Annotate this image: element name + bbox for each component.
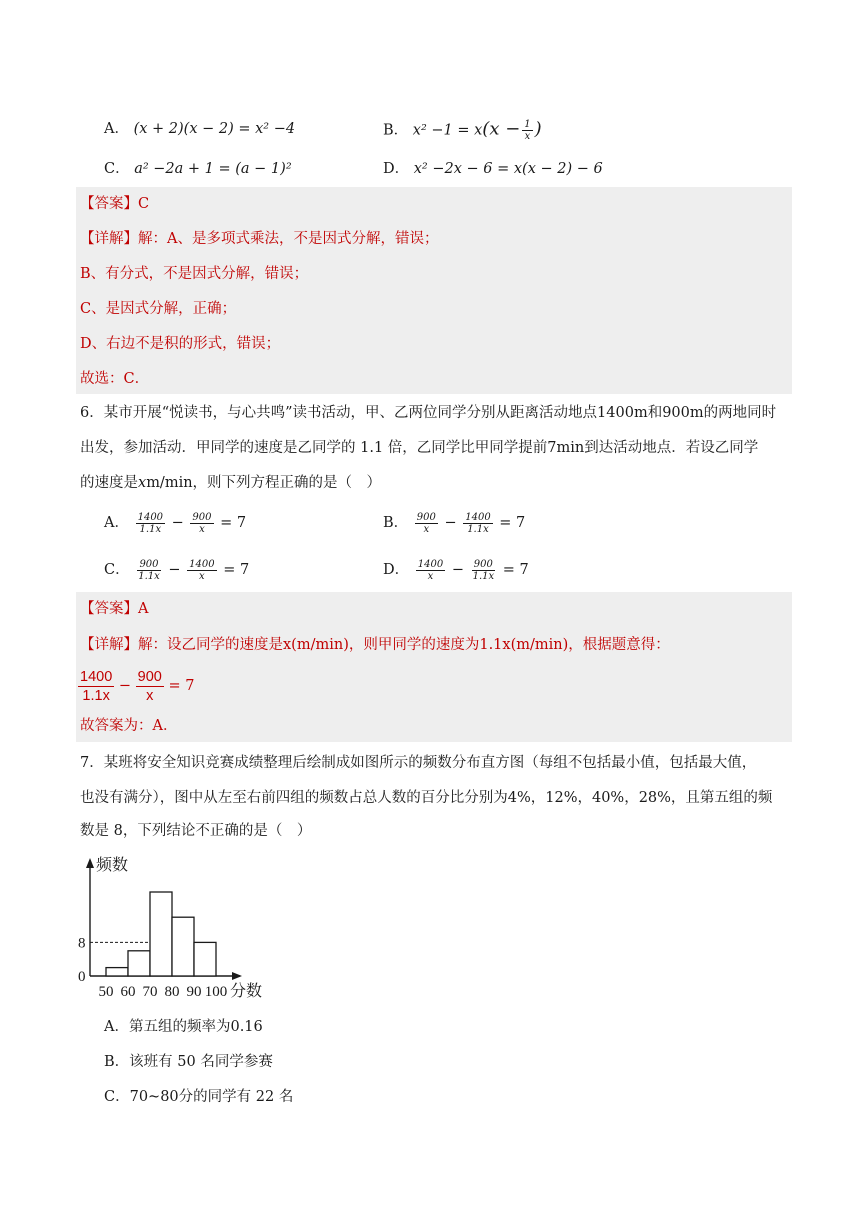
minus-sign: − [168, 562, 181, 578]
minus-sign: − [118, 678, 132, 694]
option-paren-open: (x − [482, 118, 521, 140]
fraction-denominator: x [199, 570, 205, 582]
minus-sign: − [444, 515, 457, 531]
fraction-denominator: x [146, 687, 154, 704]
histogram-bar [150, 892, 172, 976]
stem-text: m/min，则下列方程正确的是（ ） [146, 475, 382, 491]
option-label: A． [104, 515, 129, 531]
answer-value: A [138, 601, 149, 617]
option-paren-close: ) [534, 118, 542, 140]
fraction-denominator: 1.1x [82, 687, 110, 704]
q7-option-a: A．第五组的频率为0.16 [104, 1019, 263, 1035]
option-expression: (x + 2)(x − 2) = x² −4 [133, 121, 296, 137]
option-fraction-1 [136, 559, 162, 582]
q6-detail-equation [78, 666, 194, 706]
fraction-numerator: 900 [473, 558, 493, 570]
answer-tag: 【答案】 [80, 601, 138, 617]
x-axis-label: 分数 [230, 983, 263, 1000]
fraction-denominator: x [199, 523, 205, 535]
equation-fraction-2 [136, 668, 164, 705]
x-axis-arrow [232, 972, 242, 980]
q5-answer [80, 194, 149, 214]
bars-group [106, 892, 216, 976]
q6-detail-line-1 [80, 635, 670, 655]
y-tick-label: 0 [78, 969, 86, 985]
q5-option-b [383, 119, 542, 142]
fraction-denominator: x [423, 523, 430, 535]
fraction-denominator: x [427, 570, 434, 582]
option-label: C． [104, 562, 130, 578]
detail-tag: 【详解】 [80, 231, 138, 247]
x-tick-label: 70 [142, 984, 158, 1000]
option-label: C． [104, 161, 130, 177]
q6-option-c [104, 558, 249, 582]
stem-variable: x [138, 475, 147, 491]
fraction-numerator: 900 [139, 558, 159, 570]
fraction-denominator: 1.1x [472, 570, 495, 582]
option-fraction-2 [471, 559, 497, 582]
q6-answer [80, 599, 148, 619]
histogram-bar [194, 942, 216, 976]
frequency-histogram [70, 848, 290, 1008]
y-axis-label: 频数 [96, 857, 129, 874]
q6-conclusion: 故答案为：A． [80, 718, 178, 734]
minus-sign: − [451, 562, 464, 578]
option-expression: x² −2x − 6 = x(x − 2) − 6 [413, 161, 603, 177]
q5-answer-panel [76, 187, 792, 394]
q6-option-a [104, 511, 246, 535]
option-fraction-2 [463, 512, 492, 535]
q5-detail-line-5: 故选：C． [80, 371, 150, 387]
option-fraction-2 [187, 559, 216, 582]
fraction-numerator: 900 [416, 511, 436, 523]
option-rhs: = 7 [499, 515, 526, 531]
q7-stem-line-2: 也没有满分），图中从左至右前四组的频数占总人数的百分比分别为4%，12%，40%，28%，且第五组的频 [80, 790, 773, 806]
fraction-numerator: 1 [524, 119, 531, 130]
option-expression: a² −2a + 1 = (a − 1)² [134, 161, 292, 177]
equation-rhs: = 7 [168, 678, 195, 694]
option-rhs: = 7 [223, 562, 250, 578]
q7-stem-line-3: 数是 8，下列结论不正确的是（ ） [80, 823, 312, 839]
q5-option-c [104, 159, 292, 179]
y-axis-arrow [86, 858, 94, 868]
q5-detail-line-1 [80, 229, 438, 249]
q7-stem-line-1: 7．某班将安全知识竞赛成绩整理后绘制成如图所示的频数分布直方图（每组不包括最小值，包括最大值， [80, 755, 757, 771]
fraction-denominator: 1.1x [139, 523, 162, 535]
q5-detail-line-2: B、有分式，不是因式分解，错误； [80, 266, 309, 282]
fraction-numerator: 1400 [137, 511, 164, 523]
equation-fraction-1 [78, 668, 114, 705]
option-rhs: = 7 [502, 562, 529, 578]
x-tick-label: 100 [204, 984, 228, 1000]
x-tick-label: 90 [186, 984, 202, 1000]
option-label: D． [383, 161, 410, 177]
q6-stem-line-3 [80, 473, 381, 493]
q7-option-c: C．70~80分的同学有 22 名 [104, 1089, 294, 1105]
option-label: A． [104, 121, 129, 137]
q6-stem-line-1: 6．某市开展“悦读书，与心共鸣”读书活动，甲、乙两位同学分别从距离活动地点1400m和900m的两地同时 [80, 405, 777, 421]
option-fraction [522, 119, 532, 142]
histogram-bar [106, 968, 128, 976]
q5-option-d [383, 159, 603, 179]
q6-stem-line-2: 出发，参加活动．甲同学的速度是乙同学的 1.1 倍，乙同学比甲同学提前7min到达活动地点．若设乙同学 [80, 440, 759, 456]
q5-detail-line-3: C、是因式分解，正确； [80, 301, 237, 317]
option-expression: x² −1 = x [412, 122, 483, 139]
detail-tag: 【详解】 [80, 637, 138, 653]
fraction-denominator: 1.1x [138, 570, 160, 582]
fraction-denominator: 1.1x [467, 523, 489, 535]
option-label: D． [383, 562, 410, 578]
fraction-numerator: 1400 [80, 668, 113, 685]
detail-text: 解：设乙同学的速度是x(m/min)，则甲同学的速度为1.1x(m/min)，根据题意得： [138, 637, 670, 653]
option-label: B． [383, 515, 409, 531]
histogram-bar [172, 917, 194, 976]
option-fraction-2 [190, 512, 213, 535]
histogram-bar [128, 951, 150, 976]
q6-option-b [383, 511, 525, 535]
option-label: B． [383, 122, 409, 139]
fraction-numerator: 1400 [417, 558, 444, 570]
q5-option-a [104, 119, 295, 139]
option-rhs: = 7 [220, 515, 247, 531]
q5-detail-line-4: D、右边不是积的形式，错误； [80, 336, 281, 352]
y-tick-label: 8 [78, 935, 86, 952]
answer-value: C [138, 196, 150, 212]
x-tick-label: 60 [120, 984, 136, 1000]
fraction-numerator: 900 [137, 668, 162, 685]
q6-option-d [383, 558, 529, 582]
fraction-numerator: 1400 [465, 511, 491, 523]
option-fraction-1 [415, 512, 438, 535]
x-tick-label: 50 [98, 984, 114, 1000]
fraction-numerator: 1400 [189, 558, 215, 570]
answer-tag: 【答案】 [80, 196, 138, 212]
option-fraction-1 [136, 512, 165, 535]
option-fraction-1 [416, 559, 445, 582]
fraction-denominator: x [524, 131, 531, 142]
minus-sign: − [171, 515, 184, 531]
detail-text: 解：A、是多项式乘法，不是因式分解，错误； [138, 231, 439, 247]
x-tick-label: 80 [164, 984, 180, 1000]
stem-text: 的速度是 [80, 475, 138, 491]
fraction-numerator: 900 [192, 511, 212, 523]
q7-option-b: B．该班有 50 名同学参赛 [104, 1054, 273, 1070]
